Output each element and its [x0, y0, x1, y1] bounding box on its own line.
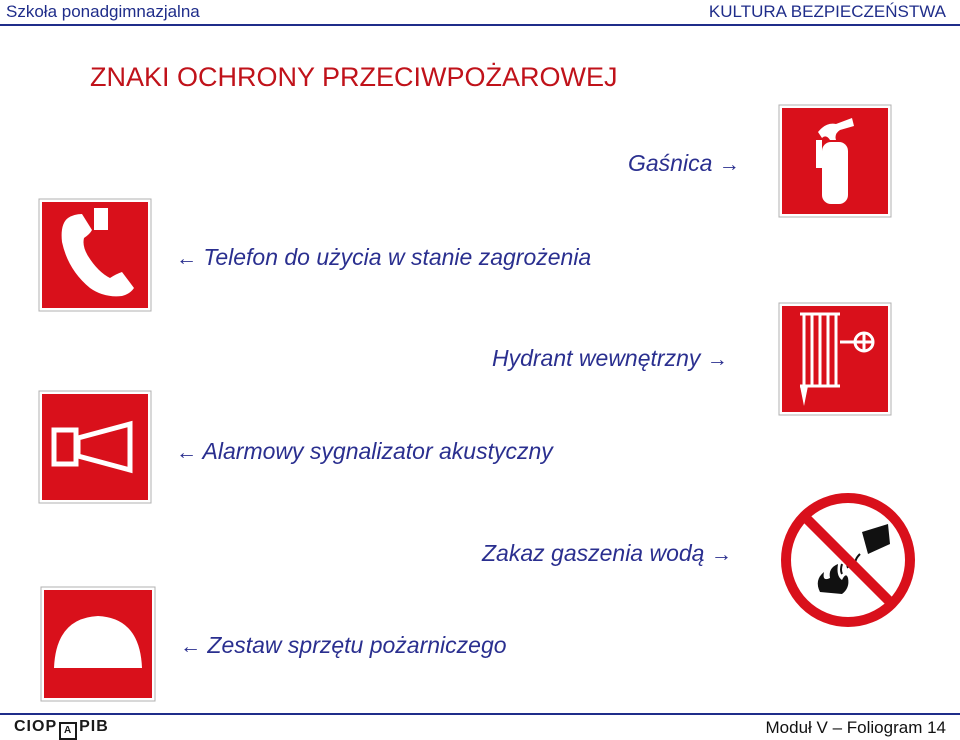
- sign-label-text: Zakaz gaszenia wodą: [482, 540, 705, 566]
- arrow-right-icon: →: [706, 348, 728, 371]
- fire-extinguisher-icon: [778, 104, 892, 218]
- sign-label-extinguisher: [628, 150, 740, 177]
- ciop-pib-logo: [14, 718, 109, 740]
- sign-label-no-water: [482, 540, 732, 567]
- fire-hose-icon: [778, 302, 892, 416]
- footer-divider: [0, 713, 960, 715]
- sign-label-phone: [176, 244, 591, 271]
- sign-label-text: Gaśnica: [628, 150, 713, 176]
- footer-module: Moduł V – Foliogram 14: [765, 718, 946, 737]
- sign-label-equipment: [180, 632, 507, 659]
- arrow-left-icon: ←: [180, 635, 201, 658]
- sign-label-text: Zestaw sprzętu pożarniczego: [207, 632, 507, 658]
- no-water-extinguishing-icon: [780, 492, 916, 628]
- header-subject: KULTURA BEZPIECZEŃSTWA: [708, 2, 946, 21]
- emergency-phone-icon: [38, 198, 152, 312]
- sign-label-text: Telefon do użycia w stanie zagrożenia: [203, 244, 592, 270]
- arrow-right-icon: →: [718, 153, 740, 176]
- logo-mark-icon: A: [59, 722, 77, 740]
- header-divider: [0, 24, 960, 26]
- page-title: ZNAKI OCHRONY PRZECIWPOŻAROWEJ: [90, 62, 618, 92]
- sign-label-text: Hydrant wewnętrzny: [492, 345, 701, 371]
- sign-label-hydrant: [492, 345, 728, 372]
- arrow-left-icon: ←: [176, 441, 197, 464]
- sign-label-text: Alarmowy sygnalizator akustyczny: [202, 438, 553, 464]
- firefighting-equipment-icon: [40, 586, 156, 702]
- logo-left-text: CIOP: [14, 718, 58, 735]
- acoustic-alarm-icon: [38, 390, 152, 504]
- arrow-right-icon: →: [710, 543, 732, 566]
- sign-label-alarm: [176, 438, 553, 465]
- logo-right-text: PIB: [79, 718, 109, 735]
- header-school: Szkoła ponadgimnazjalna: [6, 2, 200, 21]
- arrow-left-icon: ←: [176, 247, 197, 270]
